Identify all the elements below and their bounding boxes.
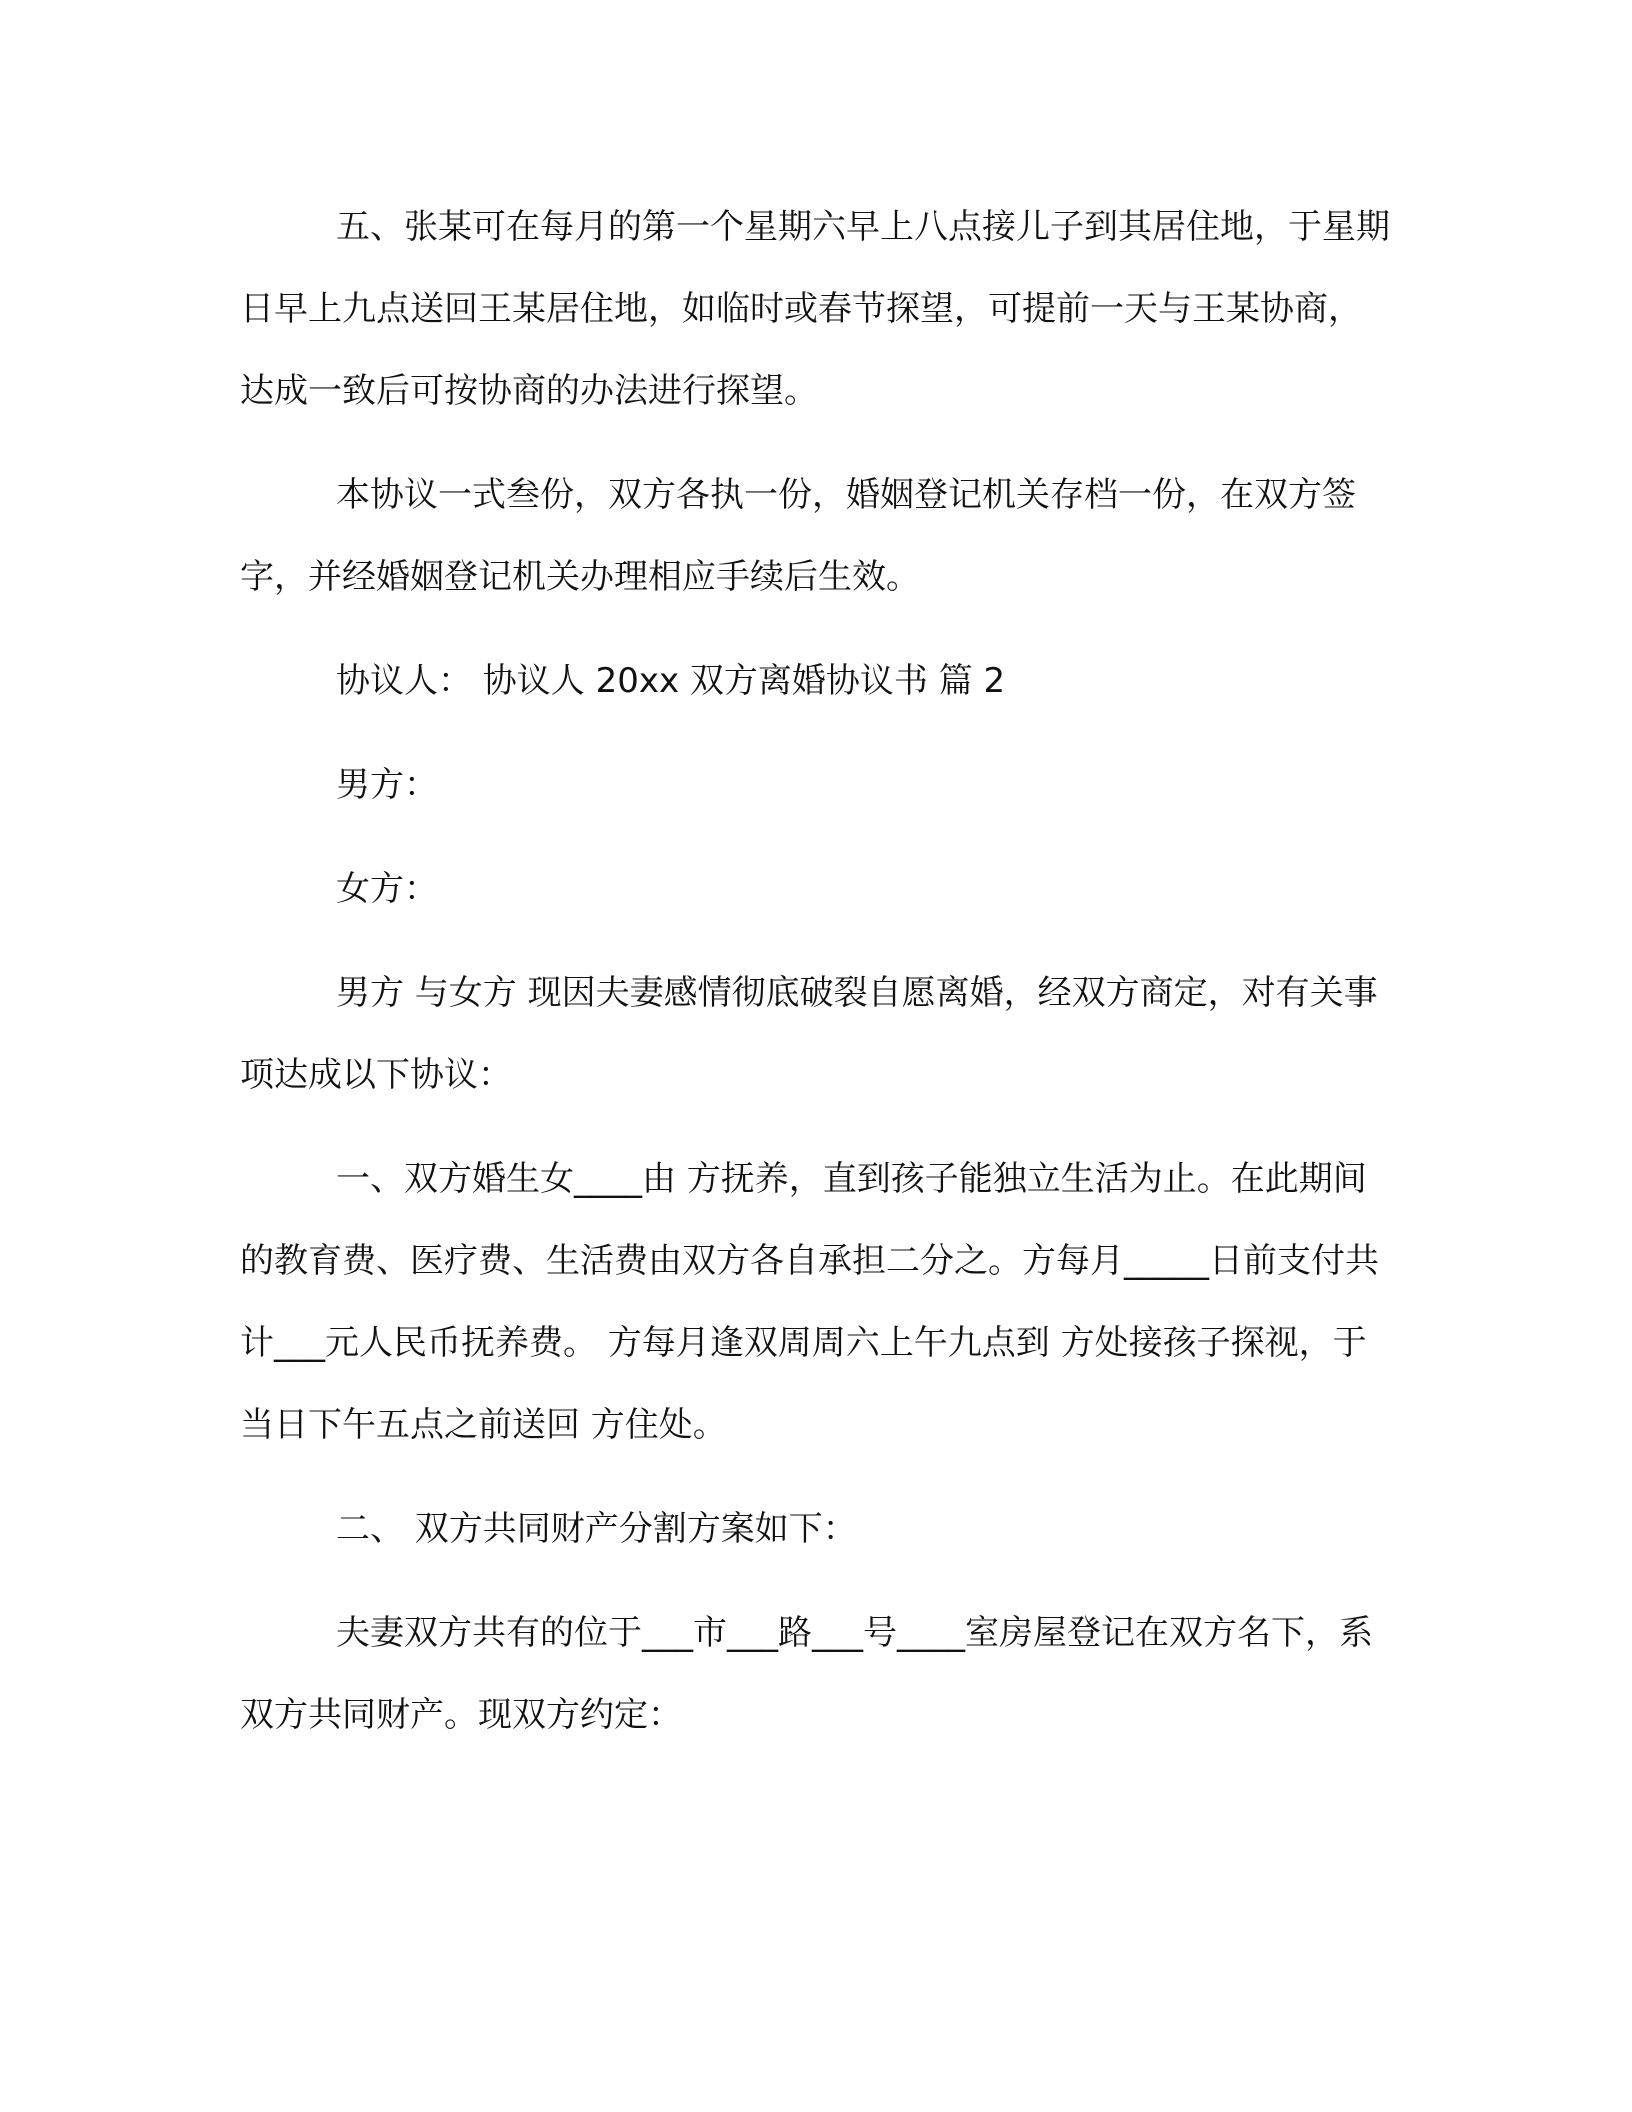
paragraph-property-heading: 二、 双方共同财产分割方案如下： <box>336 1509 857 1549</box>
paragraph-divorce-intro: 男方 与女方 现因夫妻感情彻底破裂自愿离婚，经双方商定，对有关事项达成以下协议： <box>240 973 1378 1095</box>
paragraph-wife-label: 女方： <box>336 869 438 909</box>
paragraph-copies-clause: 本协议一式叁份，双方各执一份，婚姻登记机关存档一份，在双方签字，并经婚姻登记机关办理相应手续后生效。 <box>240 475 1356 597</box>
paragraph-child-custody-clause: 一、双方婚生女____由 方抚养，直到孩子能独立生活为止。在此期间的教育费、医疗费、生活费由双方各自承担二分之。方每月_____日前支付共计___元人民币抚养费。 方每月逢双周周六上午九点到 方处接孩子探视，于当日下午五点之前送回 方住处。 <box>240 1159 1379 1445</box>
paragraph-property-clause: 夫妻双方共有的位于___市___路___号____室房屋登记在双方名下，系双方共同财产。现双方约定： <box>240 1613 1373 1735</box>
paragraph-visitation-clause: 五、张某可在每月的第一个星期六早上八点接儿子到其居住地，于星期日早上九点送回王某居住地，如临时或春节探望，可提前一天与王某协商，达成一致后可按协商的办法进行探望。 <box>240 207 1390 411</box>
paragraph-signatories-heading: 协议人： 协议人 20xx 双方离婚协议书 篇 2 <box>336 661 1006 701</box>
document-body <box>240 186 1390 1778</box>
paragraph-husband-label: 男方： <box>336 765 438 805</box>
